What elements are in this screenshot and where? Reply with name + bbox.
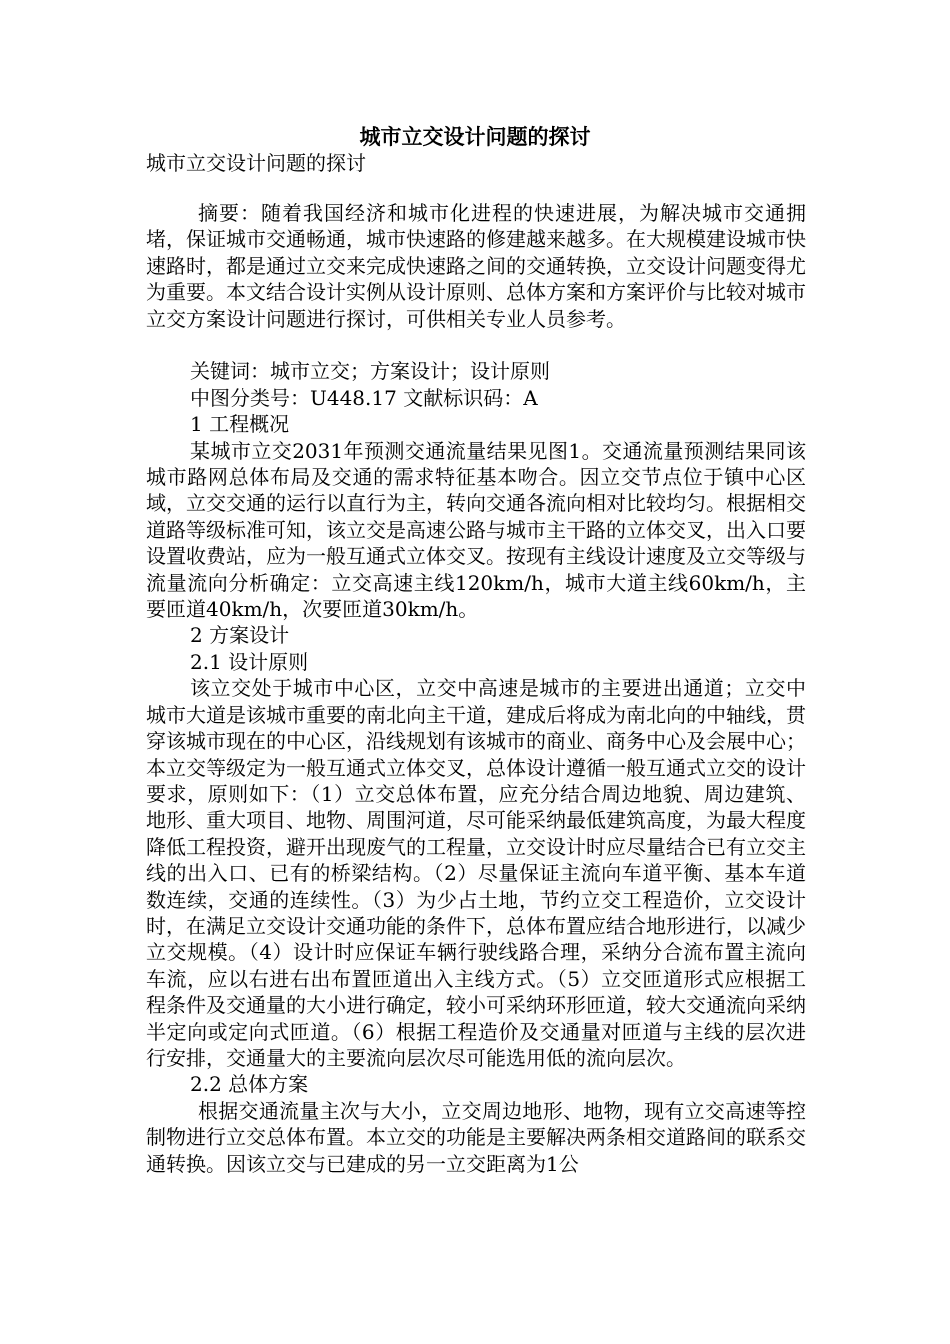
section-2-1-paragraph: 该立交处于城市中心区，立交中高速是城市的主要进出通道；立交中城市大道是该城市重要的南北向主干道，建成后将成为南北向的中轴线，贯穿该城市现在的中心区，沿线规划有该城市的商业、商务中心及会展中心；本立交等级定为一般互通式立体交叉，总体设计遵循一般互通式立交的设计要求，原则如下：（1）立交总体布置，应充分结合周边地貌、周边建筑、地形、重大项目、地物、周围河道，尽可能采纳最低建筑高度，为最大程度降低工程投资，避开出现废气的工程量，立交设计时应尽量结合已有立交主线的出入口、已有的桥梁结构。（2）尽量保证主流向车道平衡、基本车道数连续，交通的连续性。（3）为少占土地，节约立交工程造价，立交设计时，在满足立交设计交通功能的条件下，总体布置应结合地形进行，以减少立交规模。（4）设计时应保证车辆行驶线路合理，采纳分合流布置主流向车流，应以右进右出布置匝道出入主线方式。（5）立交匝道形式应根据工程条件及交通量的大小进行确定，较小可采纳环形匝道，较大交通流向采纳半定向或定向式匝道。（6）根据工程造价及交通量对匝道与主线的层次进行安排，交通量大的主要流向层次尽可能选用低的流向层次。: [146, 676, 806, 1070]
document-body: [146, 200, 806, 1177]
section-1-heading: 1 工程概况: [190, 412, 290, 437]
document-title: 城市立交设计问题的探讨: [359, 124, 591, 149]
section-2-1-heading: 2.1 设计原则: [190, 649, 309, 674]
section-2-2-paragraph: 根据交通流量主次与大小，立交周边地形、地物，现有立交高速等控制物进行立交总体布置。本立交的功能是主要解决两条相交道路间的联系交通转换。因该立交与已建成的另一立交距离为1公: [146, 1098, 806, 1176]
section-2-heading: 2 方案设计: [190, 623, 290, 648]
classification-line: 中图分类号：U448.17 文献标识码：A: [190, 385, 538, 410]
document-subtitle: 城市立交设计问题的探讨: [146, 151, 366, 175]
paragraph-gap: [146, 332, 806, 358]
section-2-2-heading: 2.2 总体方案: [190, 1072, 309, 1097]
abstract-paragraph: 摘要：随着我国经济和城市化进程的快速进展，为解决城市交通拥堵，保证城市交通畅通，城市快速路的修建越来越多。在大规模建设城市快速路时，都是通过立交来完成快速路之间的交通转换，立交设计问题变得尤为重要。本文结合设计实例从设计原则、总体方案和方案评价与比较对城市立交方案设计问题进行探讨，可供相关专业人员参考。: [146, 201, 806, 331]
section-1-paragraph: 某城市立交2031年预测交通流量结果见图1。交通流量预测结果同该城市路网总体布局及交通的需求特征基本吻合。因立交节点位于镇中心区域，立交交通的运行以直行为主，转向交通各流向相对比较均匀。根据相交道路等级标准可知，该立交是高速公路与城市主干路的立体交叉，出入口要设置收费站，应为一般互通式立体交叉。按现有主线设计速度及立交等级与流量流向分析确定：立交高速主线120km/h，城市大道主线60km/h，主要匝道40km/h，次要匝道30km/h。: [146, 438, 806, 622]
keywords-line: 关键词：城市立交；方案设计；设计原则: [190, 359, 550, 384]
